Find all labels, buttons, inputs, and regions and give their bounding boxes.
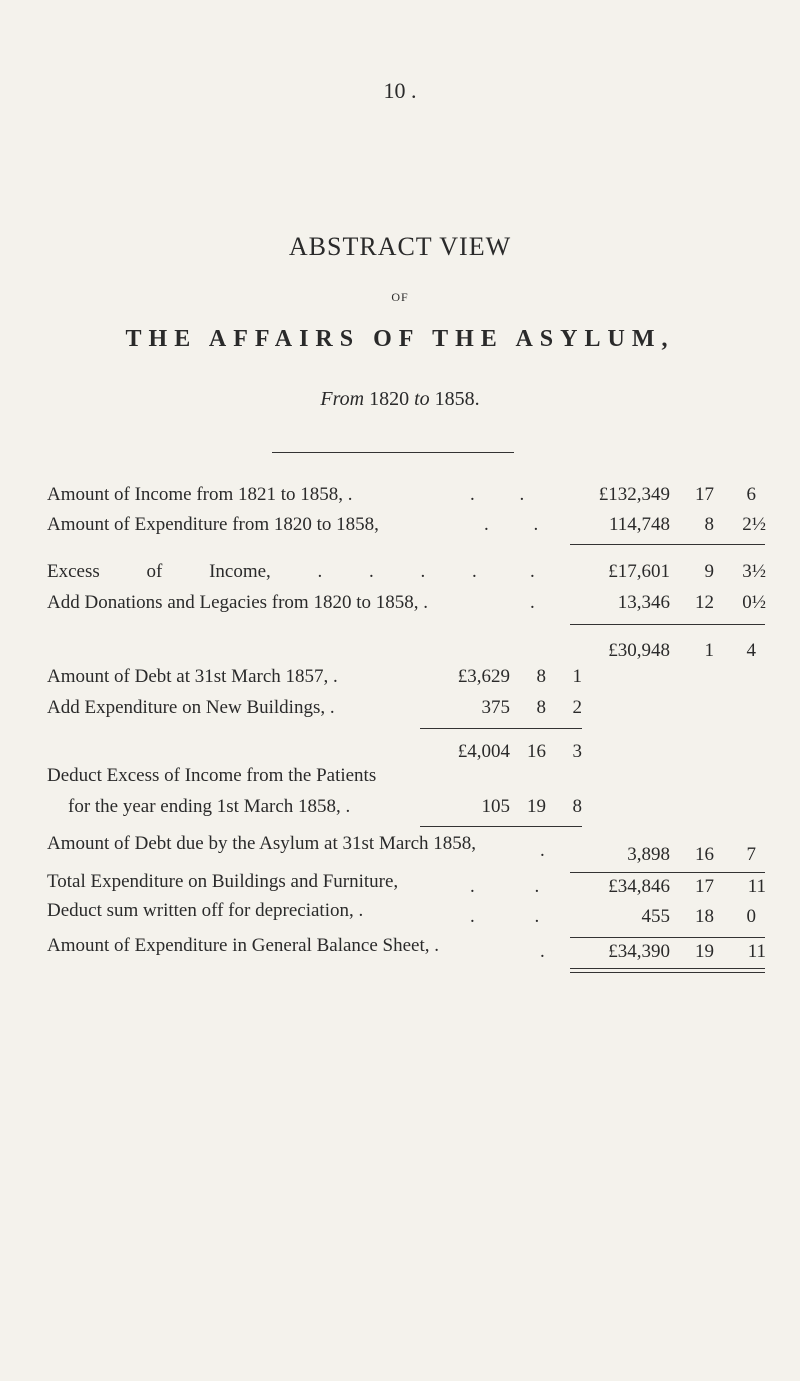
rule-after-depreciation — [570, 937, 765, 938]
range-end: 1858. — [434, 388, 480, 410]
row-depreciation-pounds: 455 — [641, 906, 670, 927]
row-excess-pence: 3½ — [742, 561, 766, 582]
row-debt-1858-shillings: 16 — [695, 844, 714, 865]
row-debt-1858-pounds: 3,898 — [627, 844, 670, 865]
row-debt-1858-label: Amount of Debt due by the Asylum at 31st March 1858, — [47, 833, 477, 854]
row-depreciation-label: Deduct sum written off for depreciation, . — [47, 900, 364, 921]
row-excess-shillings: 9 — [704, 561, 714, 582]
row-total-buildings-label: Total Expenditure on Buildings and Furniture, — [47, 871, 399, 892]
row-debt-1858-pence: 7 — [746, 844, 756, 865]
title-affairs: THE AFFAIRS OF THE ASYLUM, — [125, 326, 675, 352]
rule-after-new-buildings — [420, 728, 582, 729]
row-new-buildings-shillings: 8 — [536, 697, 546, 718]
subtotal-right-shillings: 1 — [704, 640, 714, 661]
row-donations-pounds: 13,346 — [617, 592, 670, 613]
subtotal-mid-pence: 3 — [572, 741, 582, 762]
row-total-buildings-pounds: £34,846 — [608, 876, 670, 897]
row-donations-label: Add Donations and Legacies from 1820 to 1858, . — [47, 592, 428, 613]
row-new-buildings-pounds: 375 — [481, 697, 510, 718]
row-debt-1857-pence: 1 — [572, 666, 582, 687]
row-debt-1858-leader: . — [540, 840, 545, 861]
row-depreciation-shillings: 18 — [695, 906, 714, 927]
double-rule-final — [570, 968, 765, 973]
row-income-label: Amount of Income from 1821 to 1858, . — [47, 484, 353, 505]
range-from: From — [320, 388, 365, 410]
row-donations-leader: . — [530, 592, 535, 613]
row-new-buildings-pence: 2 — [572, 697, 582, 718]
row-deduct-pence: 8 — [572, 796, 582, 817]
rule-after-deduct — [420, 826, 582, 827]
row-balance-sheet-shillings: 19 — [695, 941, 714, 962]
row-expenditure-pounds: 114,748 — [608, 514, 670, 535]
row-debt-1857-pounds: £3,629 — [457, 666, 510, 687]
row-debt-1857-label: Amount of Debt at 31st March 1857, . — [47, 666, 338, 687]
row-income-shillings: 17 — [695, 484, 714, 505]
rule-after-expenditure — [570, 544, 765, 545]
title-abstract-view: ABSTRACT VIEW — [288, 232, 512, 261]
row-expenditure-label: Amount of Expenditure from 1820 to 1858, — [47, 514, 379, 535]
page-number: 10 . — [383, 78, 417, 103]
row-balance-sheet-pounds: £34,390 — [608, 941, 670, 962]
range-to: to — [414, 388, 430, 410]
title-separator — [272, 452, 514, 453]
row-income-leader: . . — [470, 484, 525, 505]
subtotal-mid-shillings: 16 — [527, 741, 546, 762]
row-deduct-line1-label: Deduct Excess of Income from the Patients — [47, 765, 377, 786]
row-depreciation-leader: . . — [470, 906, 540, 927]
row-income-pence: 6 — [746, 484, 756, 505]
row-balance-sheet-pence: 11 — [747, 941, 766, 962]
subtotal-right-pence: 4 — [746, 640, 756, 661]
rule-before-total-buildings — [570, 872, 765, 873]
row-excess-label: Excess of Income, . . . . — [47, 561, 477, 582]
row-balance-sheet-label: Amount of Expenditure in General Balance Sheet, . — [47, 935, 440, 956]
row-donations-shillings: 12 — [695, 592, 714, 613]
title-date-range — [0, 388, 800, 411]
row-total-buildings-shillings: 17 — [695, 876, 714, 897]
rule-after-donations — [570, 624, 765, 625]
range-start: 1820 — [369, 388, 410, 410]
subtotal-mid-pounds: £4,004 — [457, 741, 510, 762]
row-balance-sheet-leader: . — [540, 941, 545, 962]
row-excess-leader: . — [530, 561, 535, 582]
row-debt-1857-shillings: 8 — [536, 666, 546, 687]
row-deduct-shillings: 19 — [527, 796, 546, 817]
row-new-buildings-label: Add Expenditure on New Buildings, . — [47, 697, 335, 718]
subtotal-right-pounds: £30,948 — [608, 640, 670, 661]
row-total-buildings-leader: . . — [470, 876, 540, 897]
row-deduct-pounds: 105 — [481, 796, 510, 817]
row-expenditure-leader: . . — [484, 514, 539, 535]
row-expenditure-shillings: 8 — [704, 514, 714, 535]
row-deduct-line2-label: for the year ending 1st March 1858, . — [68, 796, 351, 817]
row-income-pounds: £132,349 — [598, 484, 670, 505]
row-depreciation-pence: 0 — [746, 906, 756, 927]
row-excess-pounds: £17,601 — [608, 561, 670, 582]
row-total-buildings-pence: 11 — [747, 876, 766, 897]
title-of: OF — [391, 290, 409, 304]
row-expenditure-pence: 2½ — [742, 514, 766, 535]
row-donations-pence: 0½ — [742, 592, 766, 613]
